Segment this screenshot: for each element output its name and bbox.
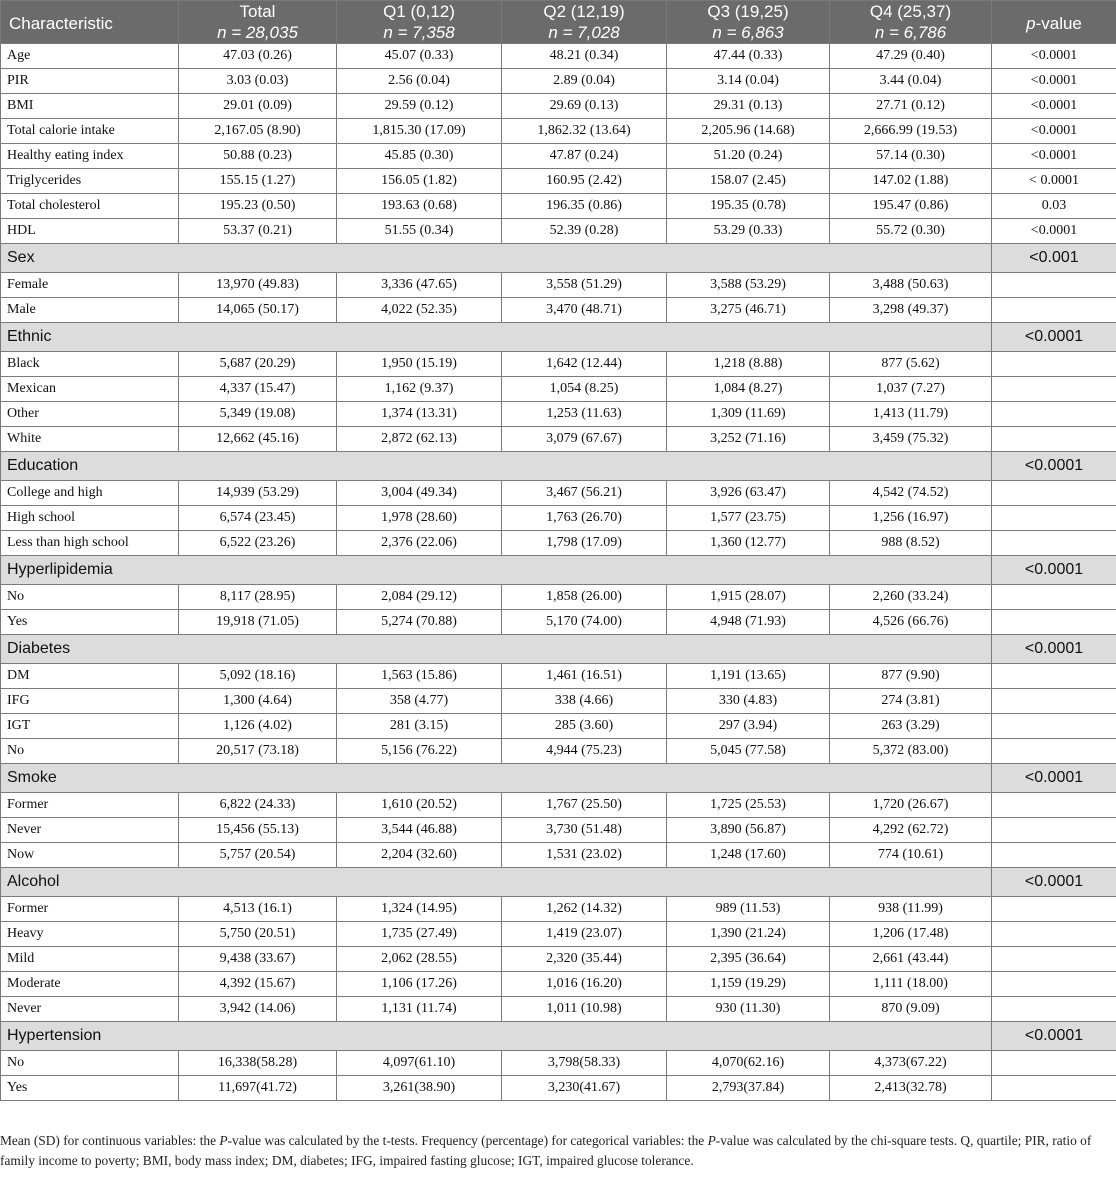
- table-row: [1, 427, 1116, 452]
- value-cell: 3.03 (0.03): [179, 69, 337, 94]
- table-row: [1, 298, 1116, 323]
- value-cell: 2,666.99 (19.53): [830, 119, 992, 144]
- p-value-cell: [992, 739, 1116, 764]
- row-label: Less than high school: [1, 531, 179, 556]
- p-value-cell: [992, 818, 1116, 843]
- section-header-row: [1, 244, 1116, 273]
- value-cell: 1,300 (4.64): [179, 689, 337, 714]
- p-value-cell: [992, 402, 1116, 427]
- value-cell: 155.15 (1.27): [179, 169, 337, 194]
- value-cell: 1,011 (10.98): [502, 997, 667, 1022]
- section-header-row: [1, 764, 1116, 793]
- value-cell: 3,588 (53.29): [667, 273, 830, 298]
- header-q4: Q4 (25,37) n = 6,786: [830, 1, 992, 44]
- value-cell: 3,798(58.33): [502, 1051, 667, 1076]
- table-footnote: Mean (SD) for continuous variables: the P-value was calculated by the t-tests. Frequency (percentage) for categorical variables: the P-value was calculated by the chi-square tests. Q, quartile; PIR, ratio of family income to poverty; BMI, body mass index; DM, diabetes; IFG, impaired fasting glucose; IGT, impaired glucose tolerance.: [0, 1133, 1092, 1168]
- table-row: [1, 1076, 1116, 1101]
- table-header: [1, 1, 1116, 44]
- table-row: [1, 585, 1116, 610]
- value-cell: 3,004 (49.34): [337, 481, 502, 506]
- table-row: [1, 739, 1116, 764]
- value-cell: 1,915 (28.07): [667, 585, 830, 610]
- p-value-cell: <0.0001: [992, 219, 1116, 244]
- row-label: Healthy eating index: [1, 144, 179, 169]
- p-value-cell: [992, 585, 1116, 610]
- section-p-value: <0.0001: [992, 868, 1116, 897]
- table-row: [1, 922, 1116, 947]
- value-cell: 29.69 (0.13): [502, 94, 667, 119]
- value-cell: 2,167.05 (8.90): [179, 119, 337, 144]
- section-header-row: [1, 323, 1116, 352]
- value-cell: 8,117 (28.95): [179, 585, 337, 610]
- value-cell: 3,467 (56.21): [502, 481, 667, 506]
- value-cell: 2.89 (0.04): [502, 69, 667, 94]
- value-cell: 3,730 (51.48): [502, 818, 667, 843]
- value-cell: 51.20 (0.24): [667, 144, 830, 169]
- value-cell: 5,274 (70.88): [337, 610, 502, 635]
- value-cell: 2,661 (43.44): [830, 947, 992, 972]
- value-cell: 47.03 (0.26): [179, 44, 337, 69]
- value-cell: 1,084 (8.27): [667, 377, 830, 402]
- section-title: Sex: [1, 244, 992, 273]
- p-value-cell: [992, 714, 1116, 739]
- value-cell: 3,926 (63.47): [667, 481, 830, 506]
- header-q1: Q1 (0,12) n = 7,358: [337, 1, 502, 44]
- table-row: [1, 402, 1116, 427]
- value-cell: 47.87 (0.24): [502, 144, 667, 169]
- table-row: [1, 843, 1116, 868]
- value-cell: 1,206 (17.48): [830, 922, 992, 947]
- value-cell: 195.23 (0.50): [179, 194, 337, 219]
- value-cell: 4,070(62.16): [667, 1051, 830, 1076]
- table-row: [1, 610, 1116, 635]
- row-label: White: [1, 427, 179, 452]
- value-cell: 1,735 (27.49): [337, 922, 502, 947]
- value-cell: 1,248 (17.60): [667, 843, 830, 868]
- value-cell: 1,461 (16.51): [502, 664, 667, 689]
- value-cell: 14,065 (50.17): [179, 298, 337, 323]
- table-row: [1, 947, 1116, 972]
- value-cell: 2,413(32.78): [830, 1076, 992, 1101]
- p-value-cell: <0.0001: [992, 144, 1116, 169]
- p-value-cell: [992, 377, 1116, 402]
- section-header-row: [1, 556, 1116, 585]
- p-value-cell: 0.03: [992, 194, 1116, 219]
- row-label: Mexican: [1, 377, 179, 402]
- value-cell: 2,872 (62.13): [337, 427, 502, 452]
- value-cell: 3,558 (51.29): [502, 273, 667, 298]
- value-cell: 2,062 (28.55): [337, 947, 502, 972]
- row-label: Former: [1, 793, 179, 818]
- value-cell: 4,513 (16.1): [179, 897, 337, 922]
- value-cell: 5,687 (20.29): [179, 352, 337, 377]
- value-cell: 11,697(41.72): [179, 1076, 337, 1101]
- table-row: [1, 352, 1116, 377]
- section-p-value: <0.0001: [992, 556, 1116, 585]
- p-value-cell: [992, 506, 1116, 531]
- table-row: [1, 219, 1116, 244]
- value-cell: 930 (11.30): [667, 997, 830, 1022]
- value-cell: 47.44 (0.33): [667, 44, 830, 69]
- value-cell: 6,574 (23.45): [179, 506, 337, 531]
- value-cell: 53.29 (0.33): [667, 219, 830, 244]
- p-value-cell: [992, 1076, 1116, 1101]
- value-cell: 2,793(37.84): [667, 1076, 830, 1101]
- row-label: Now: [1, 843, 179, 868]
- value-cell: 1,858 (26.00): [502, 585, 667, 610]
- value-cell: 1,798 (17.09): [502, 531, 667, 556]
- row-label: Moderate: [1, 972, 179, 997]
- value-cell: 1,978 (28.60): [337, 506, 502, 531]
- section-p-value: <0.001: [992, 244, 1116, 273]
- row-label: DM: [1, 664, 179, 689]
- value-cell: 20,517 (73.18): [179, 739, 337, 764]
- row-label: Total calorie intake: [1, 119, 179, 144]
- section-p-value: <0.0001: [992, 323, 1116, 352]
- row-label: BMI: [1, 94, 179, 119]
- header-q2: Q2 (12,19) n = 7,028: [502, 1, 667, 44]
- row-label: Yes: [1, 610, 179, 635]
- value-cell: 938 (11.99): [830, 897, 992, 922]
- value-cell: 1,162 (9.37): [337, 377, 502, 402]
- value-cell: 5,045 (77.58): [667, 739, 830, 764]
- value-cell: 1,126 (4.02): [179, 714, 337, 739]
- table-row: [1, 531, 1116, 556]
- value-cell: 53.37 (0.21): [179, 219, 337, 244]
- value-cell: 274 (3.81): [830, 689, 992, 714]
- value-cell: 1,413 (11.79): [830, 402, 992, 427]
- value-cell: 19,918 (71.05): [179, 610, 337, 635]
- header-characteristic: Characteristic: [1, 1, 179, 44]
- value-cell: 15,456 (55.13): [179, 818, 337, 843]
- value-cell: 1,324 (14.95): [337, 897, 502, 922]
- value-cell: 5,750 (20.51): [179, 922, 337, 947]
- table-row: [1, 689, 1116, 714]
- p-value-cell: [992, 273, 1116, 298]
- value-cell: 1,767 (25.50): [502, 793, 667, 818]
- p-value-cell: [992, 298, 1116, 323]
- p-value-cell: [992, 972, 1116, 997]
- p-value-cell: [992, 997, 1116, 1022]
- section-header-row: [1, 635, 1116, 664]
- p-value-cell: [992, 481, 1116, 506]
- p-value-cell: [992, 922, 1116, 947]
- p-value-cell: <0.0001: [992, 94, 1116, 119]
- value-cell: 4,337 (15.47): [179, 377, 337, 402]
- table-row: [1, 119, 1116, 144]
- table-row: [1, 194, 1116, 219]
- p-value-cell: [992, 610, 1116, 635]
- row-label: PIR: [1, 69, 179, 94]
- section-title: Alcohol: [1, 868, 992, 897]
- row-label: Former: [1, 897, 179, 922]
- header-q3: Q3 (19,25) n = 6,863: [667, 1, 830, 44]
- p-value-cell: <0.0001: [992, 44, 1116, 69]
- value-cell: 57.14 (0.30): [830, 144, 992, 169]
- value-cell: 6,822 (24.33): [179, 793, 337, 818]
- p-value-cell: [992, 1051, 1116, 1076]
- value-cell: 1,763 (26.70): [502, 506, 667, 531]
- value-cell: 9,438 (33.67): [179, 947, 337, 972]
- p-value-cell: [992, 689, 1116, 714]
- value-cell: 1,950 (15.19): [337, 352, 502, 377]
- value-cell: 1,577 (23.75): [667, 506, 830, 531]
- value-cell: 285 (3.60): [502, 714, 667, 739]
- value-cell: 358 (4.77): [337, 689, 502, 714]
- value-cell: 1,262 (14.32): [502, 897, 667, 922]
- value-cell: 1,563 (15.86): [337, 664, 502, 689]
- row-label: Yes: [1, 1076, 179, 1101]
- value-cell: 4,022 (52.35): [337, 298, 502, 323]
- section-header-row: [1, 868, 1116, 897]
- p-value-cell: [992, 352, 1116, 377]
- row-label: No: [1, 1051, 179, 1076]
- p-value-cell: [992, 427, 1116, 452]
- value-cell: 3.14 (0.04): [667, 69, 830, 94]
- value-cell: 193.63 (0.68): [337, 194, 502, 219]
- value-cell: 1,037 (7.27): [830, 377, 992, 402]
- header-p-value: p-value: [992, 1, 1116, 44]
- value-cell: 1,390 (21.24): [667, 922, 830, 947]
- value-cell: 1,374 (13.31): [337, 402, 502, 427]
- value-cell: 3,942 (14.06): [179, 997, 337, 1022]
- table-row: [1, 273, 1116, 298]
- p-value-cell: [992, 947, 1116, 972]
- p-value-cell: [992, 793, 1116, 818]
- value-cell: 3,336 (47.65): [337, 273, 502, 298]
- p-value-cell: < 0.0001: [992, 169, 1116, 194]
- value-cell: 2.56 (0.04): [337, 69, 502, 94]
- row-label: No: [1, 739, 179, 764]
- value-cell: 1,309 (11.69): [667, 402, 830, 427]
- value-cell: 1,218 (8.88): [667, 352, 830, 377]
- row-label: High school: [1, 506, 179, 531]
- table-body: [1, 44, 1116, 1101]
- value-cell: 1,642 (12.44): [502, 352, 667, 377]
- value-cell: 3,298 (49.37): [830, 298, 992, 323]
- value-cell: 3,890 (56.87): [667, 818, 830, 843]
- table-row: [1, 714, 1116, 739]
- value-cell: 195.35 (0.78): [667, 194, 830, 219]
- table-row: [1, 481, 1116, 506]
- value-cell: 338 (4.66): [502, 689, 667, 714]
- table-row: [1, 1051, 1116, 1076]
- section-title: Diabetes: [1, 635, 992, 664]
- value-cell: 1,725 (25.53): [667, 793, 830, 818]
- row-label: IGT: [1, 714, 179, 739]
- section-title: Hypertension: [1, 1022, 992, 1051]
- row-label: Other: [1, 402, 179, 427]
- section-p-value: <0.0001: [992, 452, 1116, 481]
- value-cell: 1,253 (11.63): [502, 402, 667, 427]
- table-row: [1, 44, 1116, 69]
- p-value-cell: [992, 843, 1116, 868]
- p-value-cell: [992, 897, 1116, 922]
- table-row: [1, 94, 1116, 119]
- value-cell: 774 (10.61): [830, 843, 992, 868]
- section-title: Hyperlipidemia: [1, 556, 992, 585]
- section-title: Education: [1, 452, 992, 481]
- value-cell: 1,131 (11.74): [337, 997, 502, 1022]
- value-cell: 2,204 (32.60): [337, 843, 502, 868]
- row-label: Age: [1, 44, 179, 69]
- table-row: [1, 793, 1116, 818]
- value-cell: 1,720 (26.67): [830, 793, 992, 818]
- section-p-value: <0.0001: [992, 635, 1116, 664]
- value-cell: 147.02 (1.88): [830, 169, 992, 194]
- value-cell: 4,948 (71.93): [667, 610, 830, 635]
- value-cell: 29.59 (0.12): [337, 94, 502, 119]
- value-cell: 1,054 (8.25): [502, 377, 667, 402]
- value-cell: 52.39 (0.28): [502, 219, 667, 244]
- value-cell: 2,260 (33.24): [830, 585, 992, 610]
- value-cell: 158.07 (2.45): [667, 169, 830, 194]
- value-cell: 50.88 (0.23): [179, 144, 337, 169]
- value-cell: 2,084 (29.12): [337, 585, 502, 610]
- value-cell: 1,419 (23.07): [502, 922, 667, 947]
- value-cell: 4,292 (62.72): [830, 818, 992, 843]
- p-value-cell: [992, 531, 1116, 556]
- p-value-cell: [992, 664, 1116, 689]
- value-cell: 160.95 (2.42): [502, 169, 667, 194]
- value-cell: 3,488 (50.63): [830, 273, 992, 298]
- value-cell: 2,376 (22.06): [337, 531, 502, 556]
- value-cell: 5,156 (76.22): [337, 739, 502, 764]
- header-total: Total n = 28,035: [179, 1, 337, 44]
- section-header-row: [1, 452, 1116, 481]
- value-cell: 3,252 (71.16): [667, 427, 830, 452]
- value-cell: 47.29 (0.40): [830, 44, 992, 69]
- row-label: Triglycerides: [1, 169, 179, 194]
- value-cell: 45.85 (0.30): [337, 144, 502, 169]
- value-cell: 3,275 (46.71): [667, 298, 830, 323]
- value-cell: 3,079 (67.67): [502, 427, 667, 452]
- value-cell: 3.44 (0.04): [830, 69, 992, 94]
- value-cell: 4,097(61.10): [337, 1051, 502, 1076]
- value-cell: 3,470 (48.71): [502, 298, 667, 323]
- value-cell: 1,111 (18.00): [830, 972, 992, 997]
- value-cell: 5,757 (20.54): [179, 843, 337, 868]
- section-p-value: <0.0001: [992, 1022, 1116, 1051]
- value-cell: 877 (9.90): [830, 664, 992, 689]
- value-cell: 5,349 (19.08): [179, 402, 337, 427]
- value-cell: 27.71 (0.12): [830, 94, 992, 119]
- value-cell: 195.47 (0.86): [830, 194, 992, 219]
- value-cell: 1,106 (17.26): [337, 972, 502, 997]
- row-label: Female: [1, 273, 179, 298]
- value-cell: 877 (5.62): [830, 352, 992, 377]
- value-cell: 1,610 (20.52): [337, 793, 502, 818]
- row-label: Total cholesterol: [1, 194, 179, 219]
- value-cell: 45.07 (0.33): [337, 44, 502, 69]
- row-label: Male: [1, 298, 179, 323]
- table-row: [1, 972, 1116, 997]
- row-label: Heavy: [1, 922, 179, 947]
- p-value-cell: <0.0001: [992, 69, 1116, 94]
- table-row: [1, 997, 1116, 1022]
- table-row: [1, 144, 1116, 169]
- row-label: No: [1, 585, 179, 610]
- value-cell: 263 (3.29): [830, 714, 992, 739]
- row-label: Never: [1, 818, 179, 843]
- value-cell: 1,191 (13.65): [667, 664, 830, 689]
- value-cell: 14,939 (53.29): [179, 481, 337, 506]
- value-cell: 5,092 (18.16): [179, 664, 337, 689]
- table-row: [1, 664, 1116, 689]
- value-cell: 29.01 (0.09): [179, 94, 337, 119]
- value-cell: 196.35 (0.86): [502, 194, 667, 219]
- section-title: Ethnic: [1, 323, 992, 352]
- value-cell: 5,170 (74.00): [502, 610, 667, 635]
- value-cell: 989 (11.53): [667, 897, 830, 922]
- row-label: HDL: [1, 219, 179, 244]
- value-cell: 988 (8.52): [830, 531, 992, 556]
- value-cell: 4,542 (74.52): [830, 481, 992, 506]
- section-p-value: <0.0001: [992, 764, 1116, 793]
- value-cell: 29.31 (0.13): [667, 94, 830, 119]
- table-row: [1, 377, 1116, 402]
- section-header-row: [1, 1022, 1116, 1051]
- value-cell: 870 (9.09): [830, 997, 992, 1022]
- value-cell: 330 (4.83): [667, 689, 830, 714]
- table-row: [1, 169, 1116, 194]
- value-cell: 3,230(41.67): [502, 1076, 667, 1101]
- value-cell: 1,159 (19.29): [667, 972, 830, 997]
- value-cell: 2,395 (36.64): [667, 947, 830, 972]
- value-cell: 2,320 (35.44): [502, 947, 667, 972]
- value-cell: 1,862.32 (13.64): [502, 119, 667, 144]
- value-cell: 3,261(38.90): [337, 1076, 502, 1101]
- row-label: Never: [1, 997, 179, 1022]
- value-cell: 4,526 (66.76): [830, 610, 992, 635]
- value-cell: 48.21 (0.34): [502, 44, 667, 69]
- table-row: [1, 69, 1116, 94]
- table-row: [1, 818, 1116, 843]
- value-cell: 13,970 (49.83): [179, 273, 337, 298]
- value-cell: 1,360 (12.77): [667, 531, 830, 556]
- row-label: College and high: [1, 481, 179, 506]
- row-label: Black: [1, 352, 179, 377]
- value-cell: 4,944 (75.23): [502, 739, 667, 764]
- value-cell: 1,531 (23.02): [502, 843, 667, 868]
- table-row: [1, 506, 1116, 531]
- value-cell: 2,205.96 (14.68): [667, 119, 830, 144]
- value-cell: 51.55 (0.34): [337, 219, 502, 244]
- value-cell: 55.72 (0.30): [830, 219, 992, 244]
- value-cell: 156.05 (1.82): [337, 169, 502, 194]
- value-cell: 1,815.30 (17.09): [337, 119, 502, 144]
- value-cell: 1,016 (16.20): [502, 972, 667, 997]
- value-cell: 3,459 (75.32): [830, 427, 992, 452]
- value-cell: 6,522 (23.26): [179, 531, 337, 556]
- value-cell: 297 (3.94): [667, 714, 830, 739]
- value-cell: 1,256 (16.97): [830, 506, 992, 531]
- value-cell: 281 (3.15): [337, 714, 502, 739]
- value-cell: 12,662 (45.16): [179, 427, 337, 452]
- table-row: [1, 897, 1116, 922]
- row-label: Mild: [1, 947, 179, 972]
- value-cell: 5,372 (83.00): [830, 739, 992, 764]
- value-cell: 4,373(67.22): [830, 1051, 992, 1076]
- row-label: IFG: [1, 689, 179, 714]
- section-title: Smoke: [1, 764, 992, 793]
- value-cell: 16,338(58.28): [179, 1051, 337, 1076]
- value-cell: 3,544 (46.88): [337, 818, 502, 843]
- p-value-cell: <0.0001: [992, 119, 1116, 144]
- value-cell: 4,392 (15.67): [179, 972, 337, 997]
